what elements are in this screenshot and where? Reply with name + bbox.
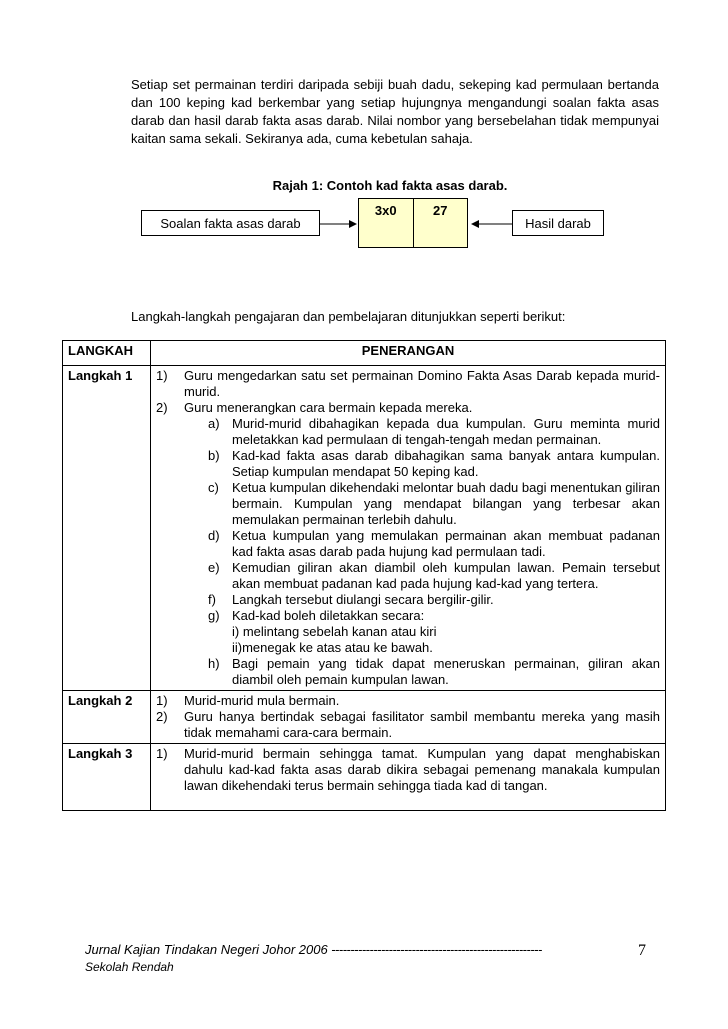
sub-item: f) Langkah tersebut diulangi secara bergilir-gilir.	[208, 592, 494, 607]
table-header-row	[63, 341, 666, 366]
steps-table	[62, 340, 666, 811]
item-text: Guru menerangkan cara bermain kepada mereka.	[184, 400, 473, 415]
steps-intro: Langkah-langkah pengajaran dan pembelajaran ditunjukkan seperti berikut:	[131, 309, 566, 324]
step-label: Langkah 1	[63, 366, 151, 691]
card-answer: 27	[433, 203, 448, 218]
figure-title: Rajah 1: Contoh kad fakta asas darab.	[272, 178, 508, 193]
header-langkah: LANGKAH	[63, 341, 151, 366]
answer-label-box	[512, 210, 604, 236]
answer-label: Hasil darab	[525, 215, 591, 231]
sub-item: h) Bagi pemain yang tidak dapat meneruskan permainan, giliran akan diambil oleh pemain kumpulan lawan.	[208, 656, 660, 687]
sub-item: e) Kemudian giliran akan diambil oleh kumpulan lawan. Pemain tersebut akan membuat padanan kad pada hujung kad-kad yang tertera.	[208, 560, 660, 591]
list-item	[156, 400, 660, 416]
step-description	[151, 744, 666, 811]
header-penerangan: PENERANGAN	[151, 341, 666, 366]
item-text: Guru mengedarkan satu set permainan Domino Fakta Asas Darab kepada murid-murid.	[184, 368, 660, 399]
list-item: 1) Murid-murid bermain sehingga tamat. Kumpulan yang dapat menghabiskan dahulu kad-kad fakta asas darab dikira sebagai pemenang manakala kumpulan lawan dikehendaki terus bermain sehingga tiada kad di tangan.	[156, 746, 660, 793]
sub-item: g) Kad-kad boleh diletakkan secara:	[208, 608, 425, 623]
sub-item: c) Ketua kumpulan dikehendaki melontar buah dadu bagi menentukan giliran bermain. Kumpulan yang mendapat bilangan yang terbesar akan memulakan permainan terlebih dahulu.	[208, 480, 660, 527]
step-description	[151, 691, 666, 744]
item-number: 1)	[156, 368, 168, 383]
step-description	[151, 366, 666, 691]
intro-paragraph: Setiap set permainan terdiri daripada sebiji buah dadu, sekeping kad permulaan bertanda dan 100 keping kad berkembar yang setiap hujungnya mengandungi soalan fakta asas darab dan hasil darab fakta asas darab. Nilai nombor yang bersebelahan tidak mempunyai kaitan sama sekali. Sekiranya ada, cuma kebetulan sahaja.	[131, 77, 659, 146]
step-label: Langkah 3	[63, 744, 151, 811]
journal-title: Jurnal Kajian Tindakan Negeri Johor 2006	[85, 942, 328, 957]
step-label: Langkah 2	[63, 691, 151, 744]
table-row	[63, 691, 666, 744]
sub-item: b) Kad-kad fakta asas darab dibahagikan sama banyak antara kumpulan. Setiap kumpulan mendapat 50 keping kad.	[208, 448, 660, 479]
sub-item: a) Murid-murid dibahagikan kepada dua kumpulan. Guru meminta murid meletakkan kad permulaan di tengah-tengah medan permainan.	[208, 416, 660, 447]
sub-item: d) Ketua kumpulan yang memulakan permainan akan membuat padanan kad fakta asas darab pada hujung kad permulaan tadi.	[208, 528, 660, 559]
page-number: 7	[638, 942, 646, 959]
footer-rule: -------------------------------------------------------	[331, 942, 542, 957]
table-row	[63, 744, 666, 811]
list-item	[156, 368, 660, 400]
domino-card	[358, 198, 468, 248]
card-question: 3x0	[359, 199, 414, 247]
question-label-box	[141, 210, 320, 236]
list-item: 1) Murid-murid mula bermain.	[156, 693, 340, 708]
table-row	[63, 366, 666, 691]
list-item: 2) Guru hanya bertindak sebagai fasilitator sambil membantu mereka yang masih tidak memahami cara-cara bermain.	[156, 709, 660, 740]
sub-sub-item: i) melintang sebelah kanan atau kiri	[232, 624, 437, 639]
page-footer	[85, 942, 651, 974]
question-label: Soalan fakta asas darab	[160, 215, 301, 231]
item-number: 2)	[156, 400, 168, 415]
sub-sub-item: ii)menegak ke atas atau ke bawah.	[232, 640, 433, 655]
footer-school: Sekolah Rendah	[85, 960, 174, 974]
